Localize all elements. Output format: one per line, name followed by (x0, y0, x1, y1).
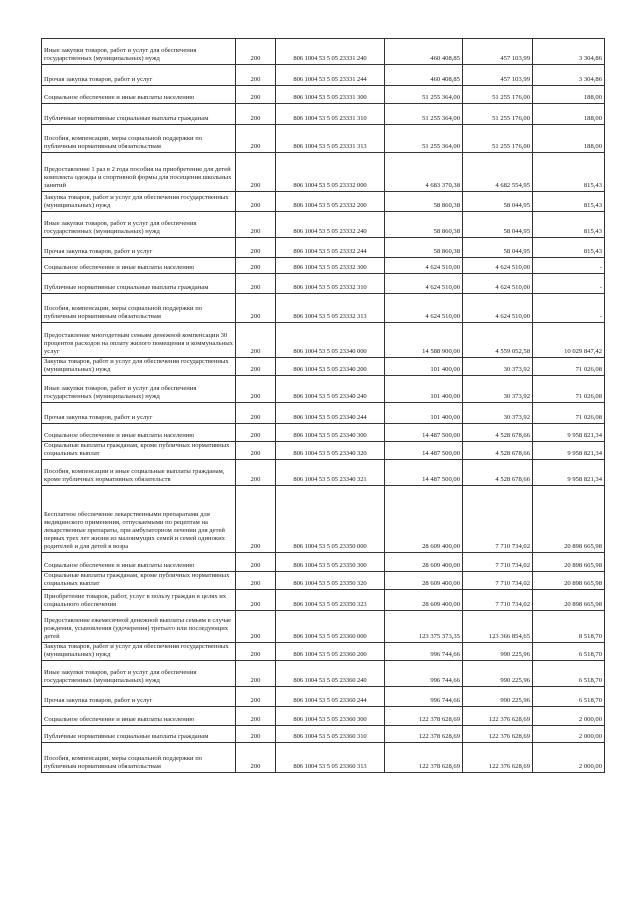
table-row (42, 643, 605, 661)
row-approved-amount: 14 487 500,00 (385, 442, 463, 460)
row-executed-amount: 4 682 554,95 (463, 153, 533, 192)
row-name: Социальное обеспечение и иные выплаты населению (42, 86, 236, 104)
row-executed-amount: 122 376 628,69 (463, 743, 533, 773)
row-remainder-amount: 20 898 665,98 (533, 553, 605, 572)
row-classification-code: 806 1004 53 5 05 23340 000 (276, 323, 385, 358)
row-name: Прочая закупка товаров, работ и услуг (42, 403, 236, 424)
row-line-code: 200 (236, 125, 276, 153)
row-remainder-amount: 6 518,70 (533, 687, 605, 707)
row-remainder-amount: 9 958 821,34 (533, 424, 605, 442)
row-approved-amount: 101 400,00 (385, 376, 463, 403)
row-remainder-amount: 71 026,08 (533, 403, 605, 424)
table-row (42, 661, 605, 687)
row-approved-amount: 28 609 400,00 (385, 572, 463, 590)
row-approved-amount: 122 378 628,69 (385, 726, 463, 743)
row-classification-code: 806 1004 53 5 05 23350 300 (276, 553, 385, 572)
row-approved-amount: 51 255 364,00 (385, 104, 463, 125)
row-classification-code: 806 1004 53 5 05 23360 300 (276, 707, 385, 726)
row-classification-code: 806 1004 53 5 05 23360 313 (276, 743, 385, 773)
row-approved-amount: 14 487 500,00 (385, 424, 463, 442)
row-name: Предоставление ежемесячной денежной выплаты семьям в случае рождения, усыновления (удочерения) третьего или последующих детей (42, 611, 236, 643)
row-approved-amount: 28 609 400,00 (385, 590, 463, 611)
row-classification-code: 806 1004 53 5 05 23360 310 (276, 726, 385, 743)
row-executed-amount: 122 376 628,69 (463, 707, 533, 726)
row-classification-code: 806 1004 53 5 05 23332 200 (276, 192, 385, 212)
row-name: Публичные нормативные социальные выплаты гражданам (42, 274, 236, 294)
row-remainder-amount: - (533, 258, 605, 274)
row-executed-amount: 4 559 052,58 (463, 323, 533, 358)
row-name: Предоставление 1 раз в 2 года пособия на приобретение для детей комплекта одежды и спортивной формы для посещения школьных занятий (42, 153, 236, 192)
row-name: Социальные выплаты гражданам, кроме публичных нормативных социальных выплат (42, 442, 236, 460)
row-executed-amount: 7 710 734,02 (463, 590, 533, 611)
row-line-code: 200 (236, 590, 276, 611)
row-executed-amount: 457 103,99 (463, 39, 533, 65)
row-remainder-amount: 815,43 (533, 153, 605, 192)
table-row (42, 358, 605, 376)
row-executed-amount: 4 528 678,66 (463, 442, 533, 460)
row-line-code: 200 (236, 553, 276, 572)
row-executed-amount: 51 255 176,00 (463, 86, 533, 104)
row-executed-amount: 7 710 734,02 (463, 486, 533, 553)
row-remainder-amount: 815,43 (533, 212, 605, 238)
row-approved-amount: 122 378 628,69 (385, 743, 463, 773)
row-approved-amount: 58 860,38 (385, 238, 463, 258)
row-line-code: 200 (236, 238, 276, 258)
table-row (42, 726, 605, 743)
row-approved-amount: 14 588 900,00 (385, 323, 463, 358)
row-approved-amount: 28 609 400,00 (385, 553, 463, 572)
table-row (42, 274, 605, 294)
row-remainder-amount: 20 898 665,98 (533, 590, 605, 611)
row-line-code: 200 (236, 323, 276, 358)
row-approved-amount: 4 624 510,00 (385, 294, 463, 323)
row-classification-code: 806 1004 53 5 05 23331 310 (276, 104, 385, 125)
row-approved-amount: 460 408,85 (385, 39, 463, 65)
row-classification-code: 806 1004 53 5 05 23340 244 (276, 403, 385, 424)
row-remainder-amount: 9 958 821,34 (533, 442, 605, 460)
row-approved-amount: 4 624 510,00 (385, 258, 463, 274)
row-line-code: 200 (236, 212, 276, 238)
row-classification-code: 806 1004 53 5 05 23332 000 (276, 153, 385, 192)
row-remainder-amount: 71 026,08 (533, 358, 605, 376)
row-approved-amount: 123 375 373,35 (385, 611, 463, 643)
row-approved-amount: 28 609 400,00 (385, 486, 463, 553)
row-line-code: 200 (236, 743, 276, 773)
row-name: Социальное обеспечение и иные выплаты населению (42, 258, 236, 274)
row-classification-code: 806 1004 53 5 05 23350 323 (276, 590, 385, 611)
row-classification-code: 806 1004 53 5 05 23350 000 (276, 486, 385, 553)
row-name: Прочая закупка товаров, работ и услуг (42, 65, 236, 86)
row-name: Социальное обеспечение и иные выплаты населению (42, 553, 236, 572)
table-row (42, 153, 605, 192)
row-line-code: 200 (236, 424, 276, 442)
row-remainder-amount: 20 898 665,98 (533, 572, 605, 590)
row-name: Иные закупки товаров, работ и услуг для обеспечения государственных (муниципальных) нужд (42, 376, 236, 403)
table-row (42, 687, 605, 707)
table-row (42, 590, 605, 611)
table-row (42, 39, 605, 65)
row-name: Иные закупки товаров, работ и услуг для обеспечения государственных (муниципальных) нужд (42, 661, 236, 687)
table-row (42, 442, 605, 460)
row-executed-amount: 4 528 678,66 (463, 460, 533, 486)
expenditure-table (41, 38, 605, 773)
row-classification-code: 806 1004 53 5 05 23360 000 (276, 611, 385, 643)
row-remainder-amount: 3 304,86 (533, 65, 605, 86)
row-executed-amount: 58 044,95 (463, 192, 533, 212)
row-classification-code: 806 1004 53 5 05 23340 321 (276, 460, 385, 486)
row-name: Прочая закупка товаров, работ и услуг (42, 687, 236, 707)
row-line-code: 200 (236, 572, 276, 590)
row-approved-amount: 101 400,00 (385, 358, 463, 376)
row-remainder-amount: 6 518,70 (533, 643, 605, 661)
row-name: Закупка товаров, работ и услуг для обеспечения государственных (муниципальных) нужд (42, 192, 236, 212)
row-remainder-amount: 8 518,70 (533, 611, 605, 643)
row-executed-amount: 30 373,92 (463, 403, 533, 424)
row-name: Пособия, компенсации, меры социальной поддержки по публичным нормативным обязательствам (42, 294, 236, 323)
table-row (42, 424, 605, 442)
row-line-code: 200 (236, 442, 276, 460)
row-classification-code: 806 1004 53 5 05 23340 320 (276, 442, 385, 460)
row-line-code: 200 (236, 726, 276, 743)
row-executed-amount: 7 710 734,02 (463, 553, 533, 572)
row-executed-amount: 4 624 510,00 (463, 258, 533, 274)
row-executed-amount: 4 528 678,66 (463, 424, 533, 442)
row-executed-amount: 4 624 510,00 (463, 294, 533, 323)
row-approved-amount: 996 744,66 (385, 661, 463, 687)
row-name: Закупка товаров, работ и услуг для обеспечения государственных (муниципальных) нужд (42, 643, 236, 661)
row-line-code: 200 (236, 104, 276, 125)
row-approved-amount: 51 255 364,00 (385, 86, 463, 104)
row-line-code: 200 (236, 153, 276, 192)
row-remainder-amount: 188,00 (533, 104, 605, 125)
row-remainder-amount: 188,00 (533, 86, 605, 104)
table-row (42, 376, 605, 403)
row-line-code: 200 (236, 376, 276, 403)
row-name: Социальные выплаты гражданам, кроме публичных нормативных социальных выплат (42, 572, 236, 590)
row-line-code: 200 (236, 294, 276, 323)
row-remainder-amount: - (533, 274, 605, 294)
table-row (42, 104, 605, 125)
row-remainder-amount: 10 029 847,42 (533, 323, 605, 358)
row-approved-amount: 122 378 628,69 (385, 707, 463, 726)
row-remainder-amount: 9 958 821,34 (533, 460, 605, 486)
row-approved-amount: 14 487 500,00 (385, 460, 463, 486)
row-executed-amount: 51 255 176,00 (463, 125, 533, 153)
row-name: Бесплатное обеспечение лекарственными препаратами для медицинского применения, отпускаемыми по рецептам на лекарственные препараты, при амбулаторном лечении для детей первых трех лет жизни из малоимущих семей и семей одиноких родителей и для детей в возра (42, 486, 236, 553)
row-classification-code: 806 1004 53 5 05 23332 310 (276, 274, 385, 294)
row-executed-amount: 7 710 734,02 (463, 572, 533, 590)
row-name: Пособия, компенсации и иные социальные выплаты гражданам, кроме публичных нормативных обязательств (42, 460, 236, 486)
row-line-code: 200 (236, 358, 276, 376)
row-line-code: 200 (236, 707, 276, 726)
table-row (42, 238, 605, 258)
row-name: Иные закупки товаров, работ и услуг для обеспечения государственных (муниципальных) нужд (42, 212, 236, 238)
row-classification-code: 806 1004 53 5 05 23350 320 (276, 572, 385, 590)
row-executed-amount: 30 373,92 (463, 358, 533, 376)
row-classification-code: 806 1004 53 5 05 23340 200 (276, 358, 385, 376)
row-executed-amount: 4 624 510,00 (463, 274, 533, 294)
table-row (42, 65, 605, 86)
table-row (42, 460, 605, 486)
row-approved-amount: 996 744,66 (385, 643, 463, 661)
row-executed-amount: 990 225,96 (463, 661, 533, 687)
row-approved-amount: 996 744,66 (385, 687, 463, 707)
row-remainder-amount: 2 000,00 (533, 707, 605, 726)
table-row (42, 707, 605, 726)
row-classification-code: 806 1004 53 5 05 23360 200 (276, 643, 385, 661)
row-approved-amount: 58 860,38 (385, 212, 463, 238)
row-line-code: 200 (236, 643, 276, 661)
row-executed-amount: 123 366 854,65 (463, 611, 533, 643)
row-line-code: 200 (236, 39, 276, 65)
row-executed-amount: 58 044,95 (463, 238, 533, 258)
row-remainder-amount: 20 898 665,98 (533, 486, 605, 553)
row-name: Публичные нормативные социальные выплаты гражданам (42, 104, 236, 125)
row-line-code: 200 (236, 65, 276, 86)
row-executed-amount: 990 225,96 (463, 687, 533, 707)
row-classification-code: 806 1004 53 5 05 23360 240 (276, 661, 385, 687)
row-name: Приобретение товаров, работ, услуг в пользу граждан в целях их социального обеспечения (42, 590, 236, 611)
row-executed-amount: 122 376 628,69 (463, 726, 533, 743)
row-approved-amount: 4 624 510,00 (385, 274, 463, 294)
row-name: Закупка товаров, работ и услуг для обеспечения государственных (муниципальных) нужд (42, 358, 236, 376)
table-body (42, 39, 605, 773)
row-classification-code: 806 1004 53 5 05 23332 240 (276, 212, 385, 238)
table-row (42, 212, 605, 238)
table-row (42, 743, 605, 773)
row-line-code: 200 (236, 403, 276, 424)
row-classification-code: 806 1004 53 5 05 23332 244 (276, 238, 385, 258)
row-name: Предоставление многодетным семьям денежной компенсации 30 процентов расходов на оплату жилого помещения и коммунальных услуг (42, 323, 236, 358)
row-classification-code: 806 1004 53 5 05 23331 313 (276, 125, 385, 153)
table-row (42, 486, 605, 553)
table-row (42, 258, 605, 274)
table-row (42, 572, 605, 590)
table-row (42, 611, 605, 643)
table-row (42, 403, 605, 424)
row-approved-amount: 4 683 370,38 (385, 153, 463, 192)
row-remainder-amount: 71 026,08 (533, 376, 605, 403)
table-row (42, 86, 605, 104)
table-row (42, 323, 605, 358)
row-name: Иные закупки товаров, работ и услуг для обеспечения государственных (муниципальных) нужд (42, 39, 236, 65)
row-name: Публичные нормативные социальные выплаты гражданам (42, 726, 236, 743)
row-executed-amount: 51 255 176,00 (463, 104, 533, 125)
row-classification-code: 806 1004 53 5 05 23331 244 (276, 65, 385, 86)
row-remainder-amount: 2 000,00 (533, 726, 605, 743)
row-name: Социальное обеспечение и иные выплаты населению (42, 424, 236, 442)
row-line-code: 200 (236, 192, 276, 212)
row-line-code: 200 (236, 460, 276, 486)
row-remainder-amount: 2 000,00 (533, 743, 605, 773)
row-line-code: 200 (236, 86, 276, 104)
row-executed-amount: 990 225,96 (463, 643, 533, 661)
table-row (42, 294, 605, 323)
row-name: Пособия, компенсации, меры социальной поддержки по публичным нормативным обязательствам (42, 743, 236, 773)
row-remainder-amount: - (533, 294, 605, 323)
row-classification-code: 806 1004 53 5 05 23332 313 (276, 294, 385, 323)
row-classification-code: 806 1004 53 5 05 23331 300 (276, 86, 385, 104)
row-classification-code: 806 1004 53 5 05 23340 300 (276, 424, 385, 442)
row-classification-code: 806 1004 53 5 05 23332 300 (276, 258, 385, 274)
row-remainder-amount: 6 518,70 (533, 661, 605, 687)
row-line-code: 200 (236, 611, 276, 643)
row-classification-code: 806 1004 53 5 05 23331 240 (276, 39, 385, 65)
row-executed-amount: 58 044,95 (463, 212, 533, 238)
row-name: Пособия, компенсации, меры социальной поддержки по публичным нормативным обязательствам (42, 125, 236, 153)
row-approved-amount: 58 860,38 (385, 192, 463, 212)
row-classification-code: 806 1004 53 5 05 23360 244 (276, 687, 385, 707)
row-approved-amount: 51 255 364,00 (385, 125, 463, 153)
table-row (42, 553, 605, 572)
row-line-code: 200 (236, 274, 276, 294)
row-approved-amount: 101 400,00 (385, 403, 463, 424)
row-line-code: 200 (236, 486, 276, 553)
table-row (42, 125, 605, 153)
table-row (42, 192, 605, 212)
row-remainder-amount: 815,43 (533, 192, 605, 212)
row-remainder-amount: 188,00 (533, 125, 605, 153)
row-remainder-amount: 3 304,86 (533, 39, 605, 65)
row-name: Социальное обеспечение и иные выплаты населению (42, 707, 236, 726)
row-executed-amount: 30 373,92 (463, 376, 533, 403)
row-classification-code: 806 1004 53 5 05 23340 240 (276, 376, 385, 403)
row-name: Прочая закупка товаров, работ и услуг (42, 238, 236, 258)
row-line-code: 200 (236, 687, 276, 707)
row-approved-amount: 460 408,85 (385, 65, 463, 86)
row-line-code: 200 (236, 661, 276, 687)
row-executed-amount: 457 103,99 (463, 65, 533, 86)
row-remainder-amount: 815,43 (533, 238, 605, 258)
row-line-code: 200 (236, 258, 276, 274)
